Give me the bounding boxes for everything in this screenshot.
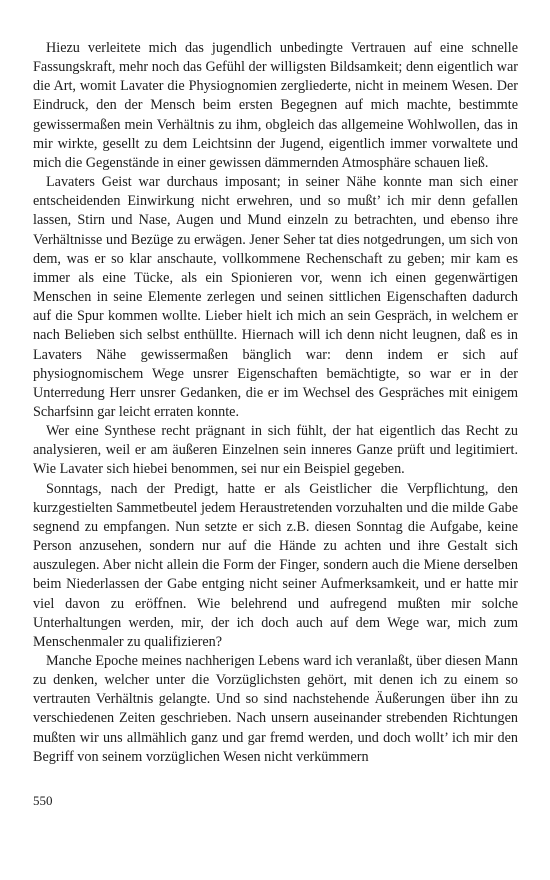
paragraph-4: Sonntags, nach der Predigt, hatte er als Geistlicher die Verpflichtung, den kurzgestielten Sammetbeutel jedem Heraustretenden vorzuhalten und die milde Gabe segnend zu empfangen. Nun setzte er sich z.B. diesen Sonntag die Aufgabe, keine Person anzusehen, sondern nur auf die Hände zu achten und ihre Gestalt sich auszulegen. Aber nicht allein die Form der Finger, sondern auch die Miene derselben beim Niederlassen der Gabe entging nicht seiner Aufmerksamkeit, und er hatte mir viel davon zu eröffnen. Wie belehrend und aufregend mußten mir solche Unterhaltungen werden, mir, der ich doch auch auf dem Wege war, mich zum Menschenmaler zu qualifizieren? — [33, 480, 518, 650]
paragraph-2: Lavaters Geist war durchaus imposant; in seiner Nähe konnte man sich einer entscheidenden Einwirkung nicht erwehren, und so mußt’ ich mir denn gefallen lassen, Stirn und Nase, Augen und Mund einzeln zu betrachten, und ebenso ihre Verhältnisse und Bezüge zu erwägen. Jener Seher tat dies notgedrungen, um sich von dem, was er so klar anschaute, vollkommene Rechenschaft zu geben; mir kam es immer als eine Tücke, als ein Spionieren vor, wenn ich einen gegenwärtigen Menschen in seine Elemente zerlegen und seinen sittlichen Eigenschaften dadurch auf die Spur kommen wollte. Lieber hielt ich mich an sein Gespräch, in welchem er nach Belieben sich selbst enthüllte. Hiernach will ich denn nicht leugnen, daß es in Lavaters Nähe gewissermaßen bänglich war: denn indem er sich auf physiognomischem Wege unsrer Eigenschaften bemächtigte, so war er in der Unterredung Herr unsrer Gedanken, die er im Wechsel des Gespräches mit einigem Scharfsinn gar leicht erraten konnte. — [33, 174, 518, 420]
page-number: 550 — [33, 793, 53, 808]
paragraph-1: Hiezu verleitete mich das jugendlich unbedingte Vertrauen auf eine schnelle Fassungskraft, mehr noch das Gefühl der willigsten Bildsamkeit; denn eigentlich war die Art, womit Lavater die Physiognomien zergliederte, nicht in meinem Wesen. Der Eindruck, den der Mensch beim ersten Begegnen auf mich machte, bestimmte gewissermaßen mein Verhältnis zu ihm, obgleich das allgemeine Wohlwollen, das in mir wirkte, gesellt zu dem Leichtsinn der Jugend, eigentlich immer vorwaltete und mich die Gegenstände in einer gewissen dämmernden Atmosphäre schauen ließ. — [33, 40, 518, 171]
paragraph-3: Wer eine Synthese recht prägnant in sich fühlt, der hat eigentlich das Recht zu analysieren, weil er am äußeren Einzelnen sein inneres Ganze prüft und legitimiert. Wie Lavater sich hiebei benommen, sei nur ein Beispiel gegeben. — [33, 423, 518, 478]
paragraph-5: Manche Epoche meines nachherigen Lebens ward ich veranlaßt, über diesen Mann zu denken, welcher unter die Vorzüglichsten gehört, mit denen ich zu einem so vertrauten Verhältnis gelangte. Und so sind nachstehende Äußerungen über ihn zu verschiedenen Zeiten geschrieben. Nach unsern auseinander strebenden Richtungen mußten wir uns allmählich ganz und gar fremd werden, und doch wollt’ ich mir den Begriff von seinem vorzüglichen Wesen nicht verkümmern — [33, 653, 518, 765]
text-column — [33, 39, 518, 767]
